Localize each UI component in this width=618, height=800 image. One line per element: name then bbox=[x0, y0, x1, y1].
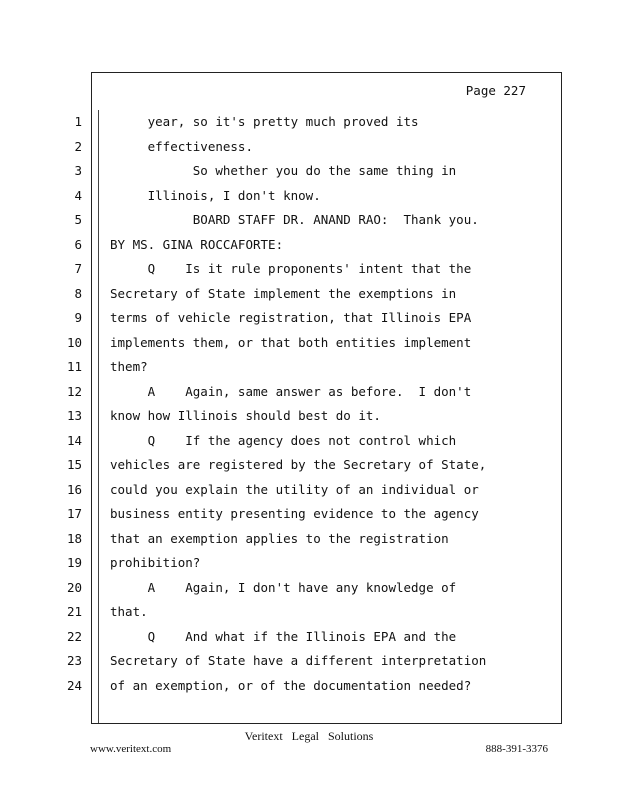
transcript-text bbox=[110, 114, 550, 702]
transcript-line: A Again, I don't have any knowledge of bbox=[110, 579, 457, 595]
transcript-line: Secretary of State implement the exemptions in bbox=[110, 285, 457, 301]
transcript-line: BY MS. GINA ROCCAFORTE: bbox=[110, 236, 284, 252]
transcript-line: Q If the agency does not control which bbox=[110, 432, 457, 448]
line-number-column bbox=[60, 114, 82, 702]
transcript-line: Illinois, I don't know. bbox=[110, 187, 321, 203]
transcript-line: of an exemption, or of the documentation needed? bbox=[110, 677, 472, 693]
transcript-line: them? bbox=[110, 359, 148, 374]
line-number: 13 bbox=[66, 408, 82, 423]
line-number: 19 bbox=[66, 555, 82, 570]
transcript-line: vehicles are registered by the Secretary of State, bbox=[110, 457, 487, 472]
line-number: 23 bbox=[66, 653, 82, 668]
footer-website: www.veritext.com bbox=[90, 743, 172, 755]
line-number: 4 bbox=[74, 187, 82, 203]
line-number: 10 bbox=[66, 334, 82, 350]
page-number: Page 227 bbox=[465, 83, 526, 98]
line-number: 18 bbox=[66, 530, 82, 546]
transcript-line: that an exemption applies to the registration bbox=[110, 530, 449, 546]
transcript-line: know how Illinois should best do it. bbox=[110, 408, 381, 423]
line-number: 6 bbox=[74, 236, 82, 252]
transcript-line: BOARD STAFF DR. ANAND RAO: Thank you. bbox=[110, 212, 479, 227]
line-number: 15 bbox=[66, 457, 82, 472]
transcript-line: terms of vehicle registration, that Illinois EPA bbox=[110, 310, 472, 325]
line-number: 1 bbox=[74, 114, 82, 129]
line-number: 21 bbox=[66, 604, 82, 619]
transcript-line: business entity presenting evidence to the agency bbox=[110, 506, 479, 521]
line-number-margin-rule bbox=[98, 110, 99, 723]
transcript-line: year, so it's pretty much proved its bbox=[110, 114, 419, 129]
line-number: 12 bbox=[66, 383, 82, 399]
line-number: 3 bbox=[74, 163, 82, 178]
line-number: 11 bbox=[66, 359, 82, 374]
line-number: 7 bbox=[74, 261, 82, 276]
line-number: 17 bbox=[66, 506, 82, 521]
footer-phone: 888-391-3376 bbox=[485, 743, 548, 755]
transcript-line: Secretary of State have a different interpretation bbox=[110, 653, 487, 668]
line-number: 14 bbox=[66, 432, 82, 448]
line-number: 16 bbox=[66, 481, 82, 497]
transcript-line: Q Is it rule proponents' intent that the bbox=[110, 261, 472, 276]
line-number: 5 bbox=[74, 212, 82, 227]
transcript-line: could you explain the utility of an individual or bbox=[110, 481, 479, 497]
transcript-line: that. bbox=[110, 604, 148, 619]
line-number: 20 bbox=[66, 579, 82, 595]
transcript-line: effectiveness. bbox=[110, 138, 253, 154]
transcript-line: prohibition? bbox=[110, 555, 201, 570]
transcript-line: So whether you do the same thing in bbox=[110, 163, 457, 178]
line-number: 24 bbox=[66, 677, 82, 693]
transcript-line: implements them, or that both entities implement bbox=[110, 334, 472, 350]
line-number: 9 bbox=[74, 310, 82, 325]
transcript-line: Q And what if the Illinois EPA and the bbox=[110, 628, 457, 644]
footer-company-name: Veritext Legal Solutions bbox=[244, 729, 374, 743]
line-number: 22 bbox=[66, 628, 82, 644]
line-number: 8 bbox=[74, 285, 82, 301]
line-number: 2 bbox=[74, 138, 82, 154]
transcript-line: A Again, same answer as before. I don't bbox=[110, 383, 472, 399]
